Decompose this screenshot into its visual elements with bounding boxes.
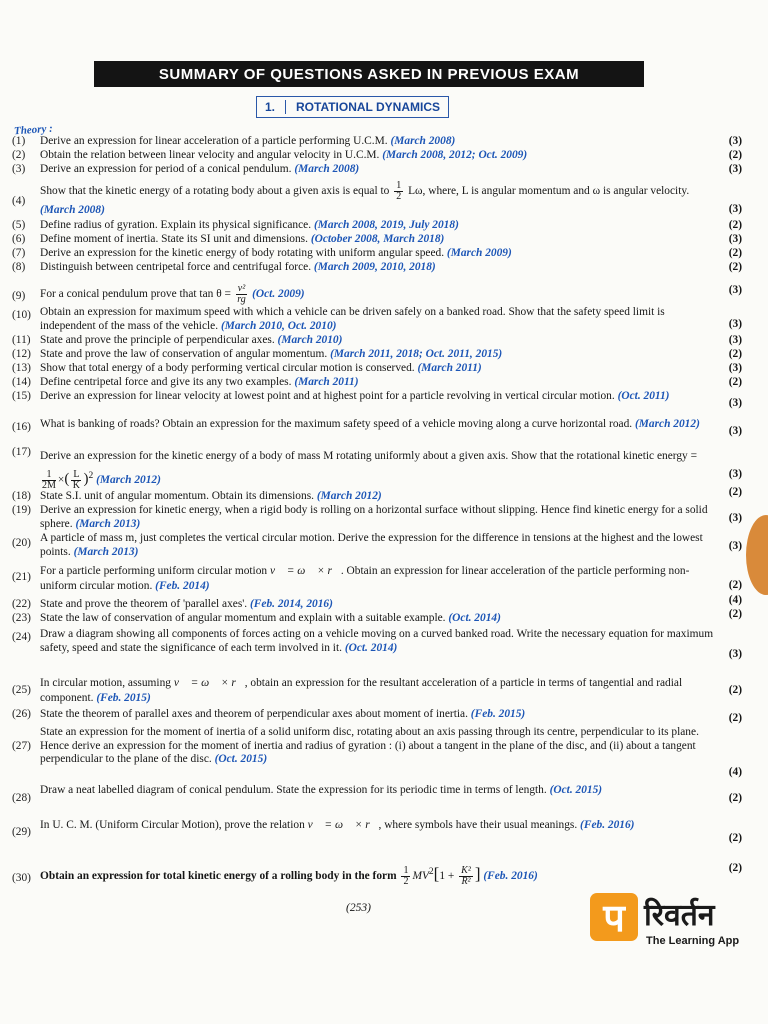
exam-reference: (October 2008, March 2018) [310, 233, 445, 245]
question-text: Define radius of gyration. Explain its physical significance. (March 2008, 2019, July 2018) [40, 219, 459, 231]
question-text: Derive an expression for the kinetic energy of a body of mass M rotating uniformly about a given axis. Show that the rotational kinetic energy = $\frac{1}{2M}$ ×( $\frac{L}{K}$ )$^2$ (March 2012) [40, 450, 698, 491]
vector-relation: v⃗ = ω⃗ × r⃗ [307, 819, 379, 831]
brand-logo [590, 893, 750, 953]
question-marks: (3) [728, 135, 742, 147]
question-text: Obtain the relation between linear velocity and angular velocity in U.C.M. (March 2008, 2012; Oct. 2009) [40, 149, 528, 161]
exam-reference: (March 2012) [316, 490, 382, 502]
question-number: (24) [12, 631, 31, 643]
exam-reference: (Feb. 2016) [580, 819, 635, 831]
exam-reference: (Oct. 2014) [344, 641, 398, 654]
fraction-one-half: $\frac{1}{2}$ [396, 180, 402, 202]
question-text: State the law of conservation of angular momentum and explain with a suitable example. (Oct. 2014) [40, 612, 501, 624]
question-marks: (2) [728, 684, 742, 696]
vector-relation: v⃗ = ω⃗ × r⃗ [173, 677, 245, 689]
question-marks: (3) [728, 425, 742, 437]
exam-reference: (Oct. 2015) [549, 784, 603, 796]
question-text: What is banking of roads? Obtain an expression for the maximum safety speed of a vehicle moving along a curve horizontal road. (March 2012) [40, 418, 700, 430]
question-text: Define moment of inertia. State its SI unit and dimensions. (October 2008, March 2018) [40, 233, 445, 245]
question-marks: (4) [728, 766, 742, 778]
exam-reference: (March 2008, 2019, July 2018) [313, 219, 459, 231]
question-item [12, 676, 742, 706]
question-number: (2) [12, 149, 26, 161]
chapter-heading [256, 96, 449, 118]
question-number: (15) [12, 390, 31, 402]
question-number: (17) [12, 446, 31, 458]
question-text: Derive an expression for kinetic energy, when a rigid body is rolling on a horizontal surface without slipping. Hence find kinetic energy for a solid sphere. (March 2013) [40, 504, 708, 530]
exam-reference: (March 2011) [417, 362, 482, 374]
exam-reference: (Oct. 2015) [214, 753, 268, 766]
exam-reference: (March 2012) [635, 418, 700, 430]
question-item [12, 858, 742, 890]
fraction-1-over-2M: $\frac{1}{2M}$ [42, 468, 56, 491]
question-text: State the theorem of parallel axes and theorem of perpendicular axes about moment of inertia. (Feb. 2015) [40, 708, 526, 720]
question-item [12, 532, 742, 560]
exam-reference: (March 2010) [277, 334, 343, 346]
question-number: (12) [12, 348, 31, 360]
question-item [12, 280, 742, 306]
question-text: A particle of mass m, just completes the vertical circular motion. Derive the expression for the difference in tensions at the highest and the lowest points. (March 2013) [40, 532, 703, 558]
question-number: (27) [12, 740, 31, 752]
question-text: In circular motion, assuming v⃗ = ω⃗ × r⃗, obtain an expression for the resultant acceleration of a particle in terms of tangential and radial component. (Feb. 2015) [40, 677, 683, 704]
question-number: (18) [12, 490, 31, 502]
question-marks: (2) [728, 862, 742, 874]
fraction-L-over-K: $\frac{L}{K}$ [72, 468, 81, 491]
exam-reference: (March 2011) [294, 376, 359, 388]
question-item [12, 149, 742, 163]
exam-reference: (March 2008) [390, 135, 456, 147]
question-item [12, 726, 742, 782]
question-text: State S.I. unit of angular momentum. Obtain its dimensions. (March 2012) [40, 490, 382, 502]
question-number: (30) [12, 872, 31, 884]
question-item [12, 135, 742, 149]
exam-reference: (Oct. 2009) [252, 288, 305, 301]
exam-reference: (Feb. 2014) [155, 580, 210, 592]
question-number: (11) [12, 334, 31, 346]
question-marks: (3) [728, 397, 742, 409]
question-item [12, 446, 742, 490]
question-item [12, 181, 742, 215]
question-marks: (3) [728, 468, 742, 480]
question-marks: (3) [728, 284, 742, 296]
question-marks: (2) [728, 219, 742, 231]
logo-tagline: The Learning App [646, 935, 740, 947]
exam-reference: (March 2011, 2018; Oct. 2011, 2015) [330, 348, 503, 360]
question-item [12, 418, 742, 446]
logo-mark: प [590, 893, 638, 941]
question-number: (13) [12, 362, 31, 374]
question-text: State and prove the principle of perpendicular axes. (March 2010) [40, 334, 343, 346]
question-item [12, 504, 742, 532]
chapter-name: ROTATIONAL DYNAMICS [296, 100, 441, 114]
question-number: (10) [12, 309, 31, 321]
chapter-divider [285, 100, 286, 114]
question-item [12, 362, 742, 376]
question-number: (19) [12, 504, 31, 516]
page-number: (253) [346, 902, 371, 914]
question-text: Draw a neat labelled diagram of conical pendulum. State the expression for its periodic time in terms of length. (Oct. 2015) [40, 784, 603, 796]
question-number: (26) [12, 708, 31, 720]
question-marks: (4) [728, 594, 742, 606]
question-text: Derive an expression for the kinetic energy of body rotating with uniform angular speed. (March 2009) [40, 247, 512, 259]
exam-reference: (Feb. 2015) [96, 692, 151, 704]
question-item [12, 261, 742, 275]
question-text: Obtain an expression for total kinetic energy of a rolling body in the form $\frac{1}{2}$ $MV^2[1$ + $\frac{\text{K²}}{\text{R²}}$ ] (Feb. 2016) [40, 864, 538, 887]
exam-reference: (March 2008, 2012; Oct. 2009) [382, 149, 528, 161]
question-text: Obtain an expression for maximum speed with which a vehicle can be driven safely on a banked road. Show that the safety speed limit is independent of the mass of the vehicle. (March 2010, Oct. 2010) [40, 306, 665, 332]
question-text: For a conical pendulum prove that tan θ = $\frac{\text{v²}}{rg}$ (Oct. 2009) [40, 283, 305, 305]
question-marks: (2) [728, 149, 742, 161]
question-marks: (2) [728, 261, 742, 273]
question-item [12, 564, 742, 596]
question-marks: (2) [728, 348, 742, 360]
question-marks: (3) [728, 362, 742, 374]
edge-artifact [746, 515, 768, 595]
exam-reference: (March 2013) [73, 545, 139, 558]
exam-reference: (March 2009) [446, 247, 512, 259]
question-marks: (3) [728, 334, 742, 346]
exam-reference: (March 2008) [294, 163, 360, 175]
question-item [12, 390, 742, 418]
question-marks: (3) [728, 233, 742, 245]
question-item [12, 486, 742, 504]
exam-reference: (Feb. 2016) [483, 870, 538, 883]
question-item [12, 608, 742, 626]
exam-reference: (Feb. 2015) [470, 708, 526, 720]
question-marks: (2) [728, 792, 742, 804]
vector-relation: v⃗ = ω⃗ × r⃗ [269, 565, 341, 577]
question-marks: (2) [728, 712, 742, 724]
question-item [12, 818, 742, 848]
question-item [12, 163, 742, 177]
question-marks: (2) [728, 486, 742, 498]
question-text: Show that the kinetic energy of a rotating body about a given axis is equal to $\frac{1}{2}$ Lω, where, L is angular momentum and ω is angular velocity. (March 2008) [40, 180, 690, 216]
question-item [12, 594, 742, 612]
logo-wordmark: रिवर्तन [644, 898, 715, 933]
fraction-v2-over-rg: $\frac{\text{v²}}{rg}$ [237, 283, 246, 305]
question-number: (8) [12, 261, 26, 273]
question-number: (4) [12, 195, 26, 207]
question-text: In U. C. M. (Uniform Circular Motion), prove the relation v⃗ = ω⃗ × r⃗, where symbols have their usual meanings. (Feb. 2016) [40, 819, 635, 831]
question-number: (20) [12, 537, 31, 549]
question-item [12, 376, 742, 390]
question-text: State and prove the theorem of 'parallel axes'. (Feb. 2014, 2016) [40, 598, 333, 610]
question-marks: (3) [728, 163, 742, 175]
question-marks: (3) [728, 540, 742, 552]
question-number: (5) [12, 219, 26, 231]
exam-reference: (March 2008) [40, 204, 105, 216]
question-item [12, 708, 742, 722]
question-marks: (3) [728, 318, 742, 330]
question-number: (29) [12, 826, 31, 838]
exam-reference: (March 2009, 2010, 2018) [313, 261, 436, 273]
exam-reference: (March 2010, Oct. 2010) [220, 319, 337, 332]
question-text: Show that total energy of a body performing vertical circular motion is conserved. (March 2011) [40, 362, 482, 374]
question-number: (25) [12, 684, 31, 696]
question-text: Derive an expression for linear acceleration of a particle performing U.C.M. (March 2008) [40, 135, 456, 147]
question-number: (22) [12, 598, 31, 610]
question-number: (21) [12, 571, 31, 583]
question-item [12, 348, 742, 362]
question-number: (14) [12, 376, 31, 388]
question-item [12, 334, 742, 348]
question-marks: (2) [728, 376, 742, 388]
question-marks: (3) [728, 203, 742, 215]
rolling-ke-formula: $\frac{1}{2}$ $MV^2[1$ + $\frac{\text{K²}}{\text{R²}}$ ] [403, 864, 481, 887]
exam-reference: (Oct. 2011) [617, 390, 670, 402]
question-number: (28) [12, 792, 31, 804]
question-text: Distinguish between centripetal force and centrifugal force. (March 2009, 2010, 2018) [40, 261, 436, 273]
question-text: State an expression for the moment of inertia of a solid uniform disc, rotating about an axis passing through its centre, perpendicular to its plane. Hence derive an expression for the moment of inertia and radius of gyration : (i) about a tangent in the plane of the disc, and (ii) about a tangent perpendicular to the plane of the disc. (Oct. 2015) [40, 726, 699, 766]
question-item [12, 306, 742, 334]
question-text: For a particle performing uniform circular motion v⃗ = ω⃗ × r⃗. Obtain an expression for linear acceleration of the particle performing non-uniform circular motion. (Feb. 2014) [40, 565, 690, 592]
question-number: (9) [12, 290, 26, 302]
question-number: (23) [12, 612, 31, 624]
exam-reference: (March 2012) [96, 473, 161, 486]
exam-reference: (Oct. 2014) [448, 612, 501, 624]
question-number: (1) [12, 135, 26, 147]
question-number: (7) [12, 247, 26, 259]
question-marks: (2) [728, 608, 742, 620]
question-item [12, 784, 742, 812]
question-marks: (2) [728, 579, 742, 591]
question-text: Define centripetal force and give its any two examples. (March 2011) [40, 376, 359, 388]
section-label: Theory : [13, 122, 54, 138]
question-text: Derive an expression for period of a conical pendulum. (March 2008) [40, 163, 360, 175]
exam-reference: (March 2013) [75, 517, 141, 530]
question-marks: (3) [728, 512, 742, 524]
question-text: Derive an expression for linear velocity at lowest point and at highest point for a particle revolving in vertical circular motion. (Oct. 2011) [40, 390, 670, 402]
exam-reference: (Feb. 2014, 2016) [250, 598, 333, 610]
question-marks: (2) [728, 832, 742, 844]
question-number: (6) [12, 233, 26, 245]
chapter-number: 1. [265, 100, 276, 114]
question-item [12, 247, 742, 261]
question-item [12, 219, 742, 233]
question-item [12, 628, 742, 670]
question-item [12, 233, 742, 247]
question-marks: (2) [728, 247, 742, 259]
question-marks: (3) [728, 648, 742, 660]
question-number: (16) [12, 421, 31, 433]
question-text: State and prove the law of conservation of angular momentum. (March 2011, 2018; Oct. 2011, 2015) [40, 348, 503, 360]
question-number: (3) [12, 163, 26, 175]
question-text: Draw a diagram showing all components of forces acting on a vehicle moving on a curved banked road. Write the necessary equation for maximum safety, speed and state the significance of each term involved in it. (Oct. 2014) [40, 628, 714, 654]
page-title: SUMMARY OF QUESTIONS ASKED IN PREVIOUS EXAM [94, 61, 644, 87]
